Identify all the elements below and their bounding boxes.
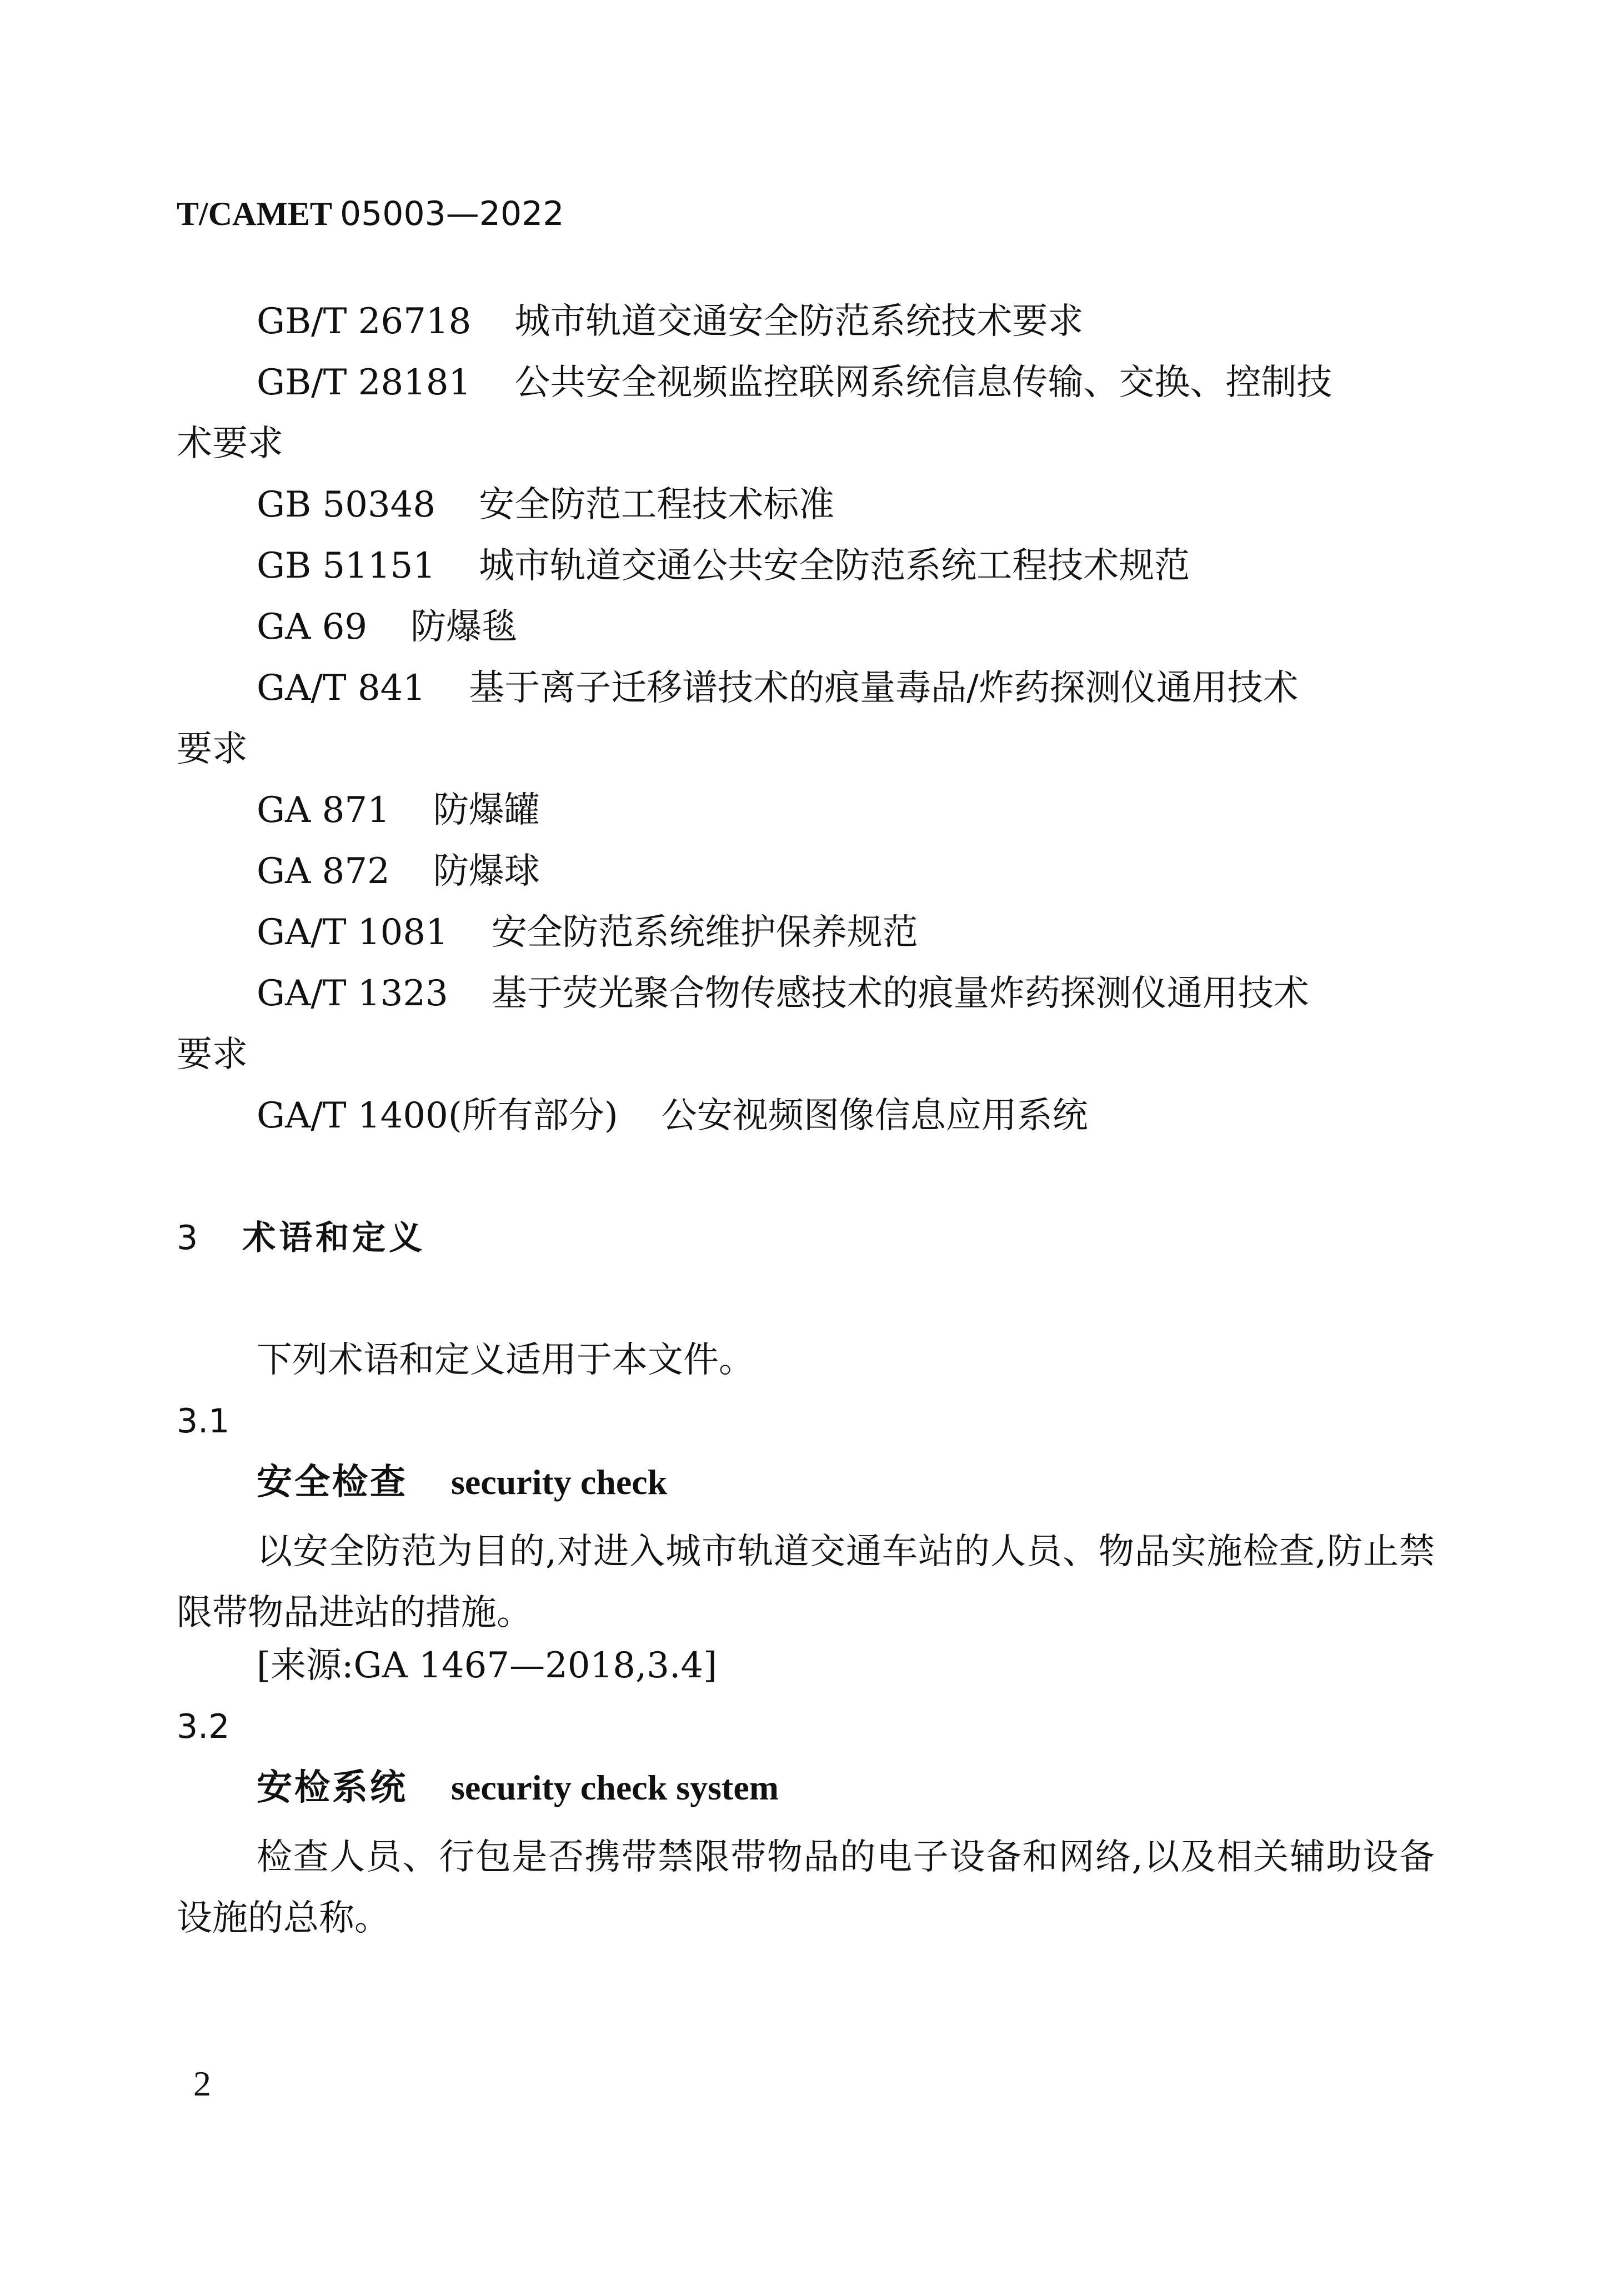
document-header [177, 192, 564, 236]
reference-code: GA 69 [257, 606, 368, 648]
term-en: security check [451, 1462, 668, 1502]
reference-item [257, 910, 918, 955]
reference-title: 城市轨道交通公共安全防范系统工程技术规范 [479, 545, 1190, 586]
section-title: 术语和定义 [242, 1219, 426, 1257]
reference-title: 基于荧光聚合物传感技术的痕量炸药探测仪通用技术 [491, 973, 1309, 1014]
section-number: 3 [177, 1219, 198, 1257]
reference-item [257, 971, 1309, 1016]
reference-title: 公安视频图像信息应用系统 [661, 1095, 1088, 1136]
reference-code: GA 872 [257, 851, 390, 892]
reference-code: GA/T 1323 [257, 973, 448, 1014]
reference-title: 基于离子迁移谱技术的痕量毒品/炸药探测仪通用技术 [469, 668, 1299, 709]
reference-title: 安全防范系统维护保养规范 [491, 912, 918, 953]
page-number: 2 [193, 2064, 211, 2103]
standard-prefix: T/CAMET [177, 195, 332, 232]
term-heading [257, 1460, 667, 1505]
term-source: [来源:GA 1467—2018,3.4] [257, 1645, 718, 1686]
reference-code: GB 51151 [257, 545, 436, 586]
term-definition: 检查人员、行包是否携带禁限带物品的电子设备和网络,以及相关辅助设备设施的总称。 [177, 1837, 1435, 1939]
reference-item [257, 299, 1083, 344]
reference-title: 城市轨道交通安全防范系统技术要求 [514, 301, 1084, 342]
reference-continuation: 术要求 [177, 423, 283, 464]
reference-title: 防爆毯 [410, 606, 518, 648]
reference-code: GB 50348 [257, 484, 436, 525]
section-intro: 下列术语和定义适用于本文件。 [257, 1340, 754, 1381]
reference-title: 防爆罐 [433, 790, 540, 831]
reference-item [257, 483, 834, 527]
term-number: 3.2 [177, 1707, 230, 1746]
reference-code: GA/T 841 [257, 668, 426, 709]
reference-code: GB/T 26718 [257, 301, 472, 342]
reference-item [257, 666, 1299, 710]
reference-code: GA/T 1081 [257, 912, 448, 953]
reference-continuation: 要求 [177, 1034, 248, 1075]
reference-item [257, 544, 1190, 588]
reference-item [257, 849, 540, 894]
reference-title: 防爆球 [433, 851, 540, 892]
term-number: 3.1 [177, 1402, 230, 1441]
term-en: security check system [451, 1768, 779, 1807]
reference-item [257, 1094, 1088, 1138]
reference-code: GA 871 [257, 790, 390, 831]
standard-number: 05003—2022 [339, 194, 564, 233]
reference-item [257, 788, 540, 833]
reference-title: 公共安全视频监控联网系统信息传输、交换、控制技 [514, 362, 1333, 403]
reference-title: 安全防范工程技术标准 [479, 484, 835, 525]
reference-code: GB/T 28181 [257, 362, 472, 403]
reference-item [257, 605, 517, 649]
term-heading [257, 1766, 779, 1810]
term-zh: 安全检查 [257, 1462, 408, 1503]
section-heading [177, 1216, 425, 1260]
term-definition: 以安全防范为目的,对进入城市轨道交通车站的人员、物品实施检查,防止禁限带物品进站的措施。 [177, 1531, 1435, 1633]
term-zh: 安检系统 [257, 1767, 408, 1808]
reference-item [257, 360, 1435, 405]
reference-code: GA/T 1400(所有部分) [257, 1095, 618, 1136]
reference-continuation: 要求 [177, 729, 248, 770]
